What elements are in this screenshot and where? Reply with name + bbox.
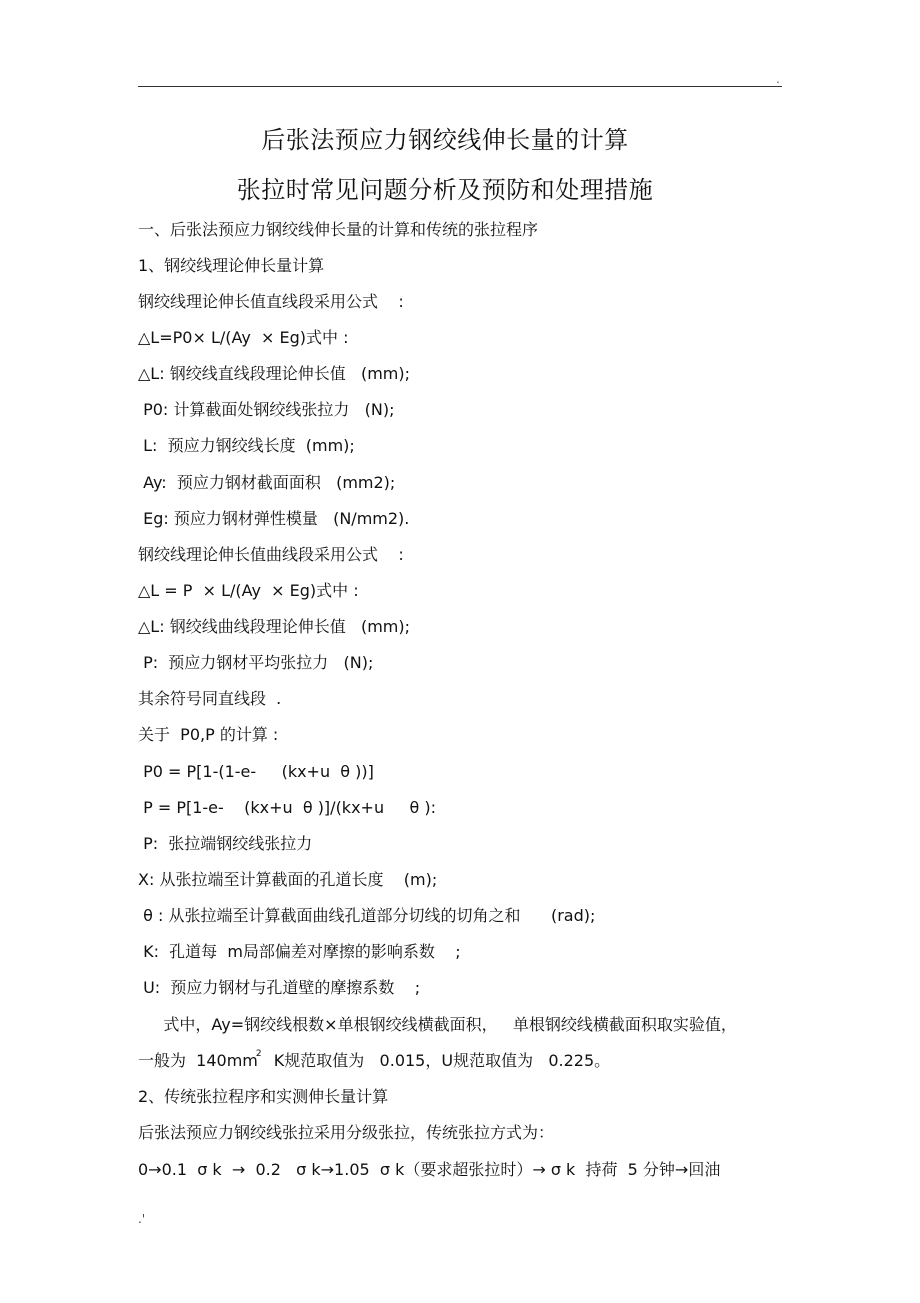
header-rule	[138, 86, 782, 87]
definition-line: X: 从张拉端至计算截面的孔道长度 (m);	[138, 870, 438, 889]
subsection-heading-1: 1、钢绞线理论伸长量计算	[138, 256, 325, 275]
definition-line: Ay: 预应力钢材截面面积 (mm2);	[138, 473, 396, 492]
subsection-heading-2: 2、传统张拉程序和实测伸长量计算	[138, 1087, 389, 1106]
paragraph-line: 其余符号同直线段 .	[138, 689, 282, 708]
paragraph-line: 式中，Ay=钢绞线根数×单根钢绞线横截面积， 单根钢绞线横截面积取实验值，	[138, 1015, 737, 1034]
definition-line: P: 预应力钢材平均张拉力 (N);	[138, 653, 374, 672]
definition-line: △L: 钢绞线曲线段理论伸长值 (mm);	[138, 617, 411, 636]
definition-line: △L: 钢绞线直线段理论伸长值 (mm);	[138, 364, 411, 383]
paragraph-line: 钢绞线理论伸长值直线段采用公式 :	[138, 292, 404, 311]
formula-line: △L=P0× L/(Ay × Eg)式中 :	[138, 328, 349, 347]
definition-line: θ : 从张拉端至计算截面曲线孔道部分切线的切角之和 (rad);	[138, 906, 596, 925]
paragraph-line	[138, 1051, 610, 1074]
definition-line: L: 预应力钢绞线长度 (mm);	[138, 436, 355, 455]
definition-line: P: 张拉端钢绞线张拉力	[138, 834, 313, 853]
paragraph-line: 关于 P0,P 的计算 :	[138, 725, 279, 744]
definition-line: P0: 计算截面处钢绞线张拉力 (N);	[138, 400, 395, 419]
footer-mark: .'	[138, 1212, 146, 1226]
definition-line: U: 预应力钢材与孔道壁的摩擦系数 ;	[138, 978, 421, 997]
formula-line: P = P[1-e- (kx+u θ )]/(kx+u θ ):	[138, 798, 437, 817]
definition-line: K: 孔道每 m局部偏差对摩擦的影响系数 ;	[138, 942, 461, 961]
definition-line: Eg: 预应力钢材弹性模量 (N/mm2).	[138, 509, 410, 528]
paragraph-line: 后张法预应力钢绞线张拉采用分级张拉，传统张拉方式为：	[138, 1123, 555, 1142]
paragraph-line: 0→0.1 σ k → 0.2 σ k→1.05 σ k（要求超张拉时）→ σ k 持荷 5 分钟→回油	[138, 1160, 721, 1179]
document-title: 后张法预应力钢绞线伸长量的计算	[261, 126, 629, 154]
header-dot: .	[776, 72, 780, 86]
formula-line: P0 = P[1-(1-e- (kx+u θ ))]	[138, 762, 374, 781]
paragraph-text: 一般为 140mm	[138, 1051, 258, 1070]
document-subtitle: 张拉时常见问题分析及预防和处理措施	[236, 176, 654, 204]
paragraph-text: K规范取值为 0.015，U规范取值为 0.225。	[263, 1051, 611, 1070]
section-heading-1: 一、后张法预应力钢绞线伸长量的计算和传统的张拉程序	[138, 220, 539, 239]
paragraph-line: 钢绞线理论伸长值曲线段采用公式 :	[138, 545, 404, 564]
superscript: 2	[255, 1049, 262, 1059]
formula-line: △L = P × L/(Ay × Eg)式中 :	[138, 581, 359, 600]
